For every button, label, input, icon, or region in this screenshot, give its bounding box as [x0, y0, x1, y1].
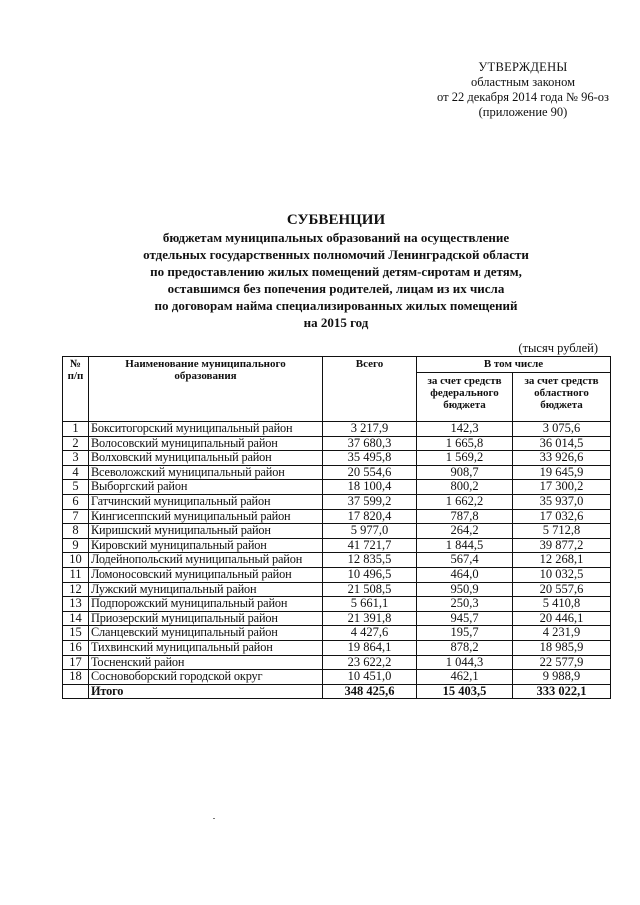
row-federal: 567,4: [417, 553, 513, 568]
units-note: (тысяч рублей): [518, 341, 598, 355]
row-federal: 800,2: [417, 480, 513, 495]
row-total: 37 680,3: [323, 436, 417, 451]
row-federal: 1 044,3: [417, 655, 513, 670]
row-federal: 908,7: [417, 465, 513, 480]
document-title: [80, 211, 592, 331]
approval-line-2: областным законом: [470, 75, 575, 89]
table-row: [63, 567, 611, 582]
table-row: [63, 597, 611, 612]
row-federal: 142,3: [417, 422, 513, 437]
row-municipality: Волосовский муниципальный район: [89, 436, 323, 451]
row-regional: 17 300,2: [513, 480, 611, 495]
row-regional: 35 937,0: [513, 494, 611, 509]
row-regional: 5 410,8: [513, 597, 611, 612]
row-federal: 1 844,5: [417, 538, 513, 553]
row-total: 3 217,9: [323, 422, 417, 437]
subventions-table: [62, 356, 611, 699]
total-regional: 333 022,1: [513, 684, 611, 699]
row-total: 10 451,0: [323, 670, 417, 685]
total-num-cell: [63, 684, 89, 699]
table-row: [63, 538, 611, 553]
table-header-row: [63, 357, 611, 373]
table-row: [63, 670, 611, 685]
table-row: [63, 524, 611, 539]
row-federal: 945,7: [417, 611, 513, 626]
row-regional: 36 014,5: [513, 436, 611, 451]
row-total: 5 661,1: [323, 597, 417, 612]
row-municipality: Всеволожский муниципальный район: [89, 465, 323, 480]
row-federal: 250,3: [417, 597, 513, 612]
row-number: 1: [63, 422, 89, 437]
table-row: [63, 465, 611, 480]
row-regional: 3 075,6: [513, 422, 611, 437]
row-federal: 1 569,2: [417, 451, 513, 466]
row-federal: 464,0: [417, 567, 513, 582]
row-regional: 18 985,9: [513, 640, 611, 655]
title-line: оставшимся без попечения родителей, лицам из их числа: [167, 281, 505, 296]
row-total: 21 391,8: [323, 611, 417, 626]
approval-line-3: от 22 декабря 2014 года № 96-оз: [437, 90, 609, 104]
row-total: 5 977,0: [323, 524, 417, 539]
row-number: 3: [63, 451, 89, 466]
row-total: 4 427,6: [323, 626, 417, 641]
total-federal: 15 403,5: [417, 684, 513, 699]
table-row: [63, 655, 611, 670]
row-total: 35 495,8: [323, 451, 417, 466]
row-municipality: Ломоносовский муниципальный район: [89, 567, 323, 582]
header-regional: за счет средств областного бюджета: [513, 373, 611, 422]
row-total: 10 496,5: [323, 567, 417, 582]
row-number: 7: [63, 509, 89, 524]
row-municipality: Кингисеппский муниципальный район: [89, 509, 323, 524]
row-number: 15: [63, 626, 89, 641]
row-number: 9: [63, 538, 89, 553]
table-row: [63, 480, 611, 495]
row-number: 13: [63, 597, 89, 612]
row-regional: 9 988,9: [513, 670, 611, 685]
row-regional: 5 712,8: [513, 524, 611, 539]
table-row: [63, 422, 611, 437]
table-total-row: [63, 684, 611, 699]
row-number: 14: [63, 611, 89, 626]
row-federal: 1 665,8: [417, 436, 513, 451]
row-municipality: Выборгский район: [89, 480, 323, 495]
row-municipality: Кировский муниципальный район: [89, 538, 323, 553]
row-federal: 264,2: [417, 524, 513, 539]
row-municipality: Подпорожский муниципальный район: [89, 597, 323, 612]
row-total: 23 622,2: [323, 655, 417, 670]
row-number: 4: [63, 465, 89, 480]
row-total: 18 100,4: [323, 480, 417, 495]
row-federal: 787,8: [417, 509, 513, 524]
header-total: Всего: [323, 357, 417, 422]
table-row: [63, 509, 611, 524]
scan-speck: [213, 818, 215, 819]
row-federal: 462,1: [417, 670, 513, 685]
row-number: 11: [63, 567, 89, 582]
row-regional: 33 926,6: [513, 451, 611, 466]
row-number: 6: [63, 494, 89, 509]
table-row: [63, 436, 611, 451]
title-heading: СУБВЕНЦИИ: [286, 212, 386, 228]
row-total: 20 554,6: [323, 465, 417, 480]
title-line: отдельных государственных полномочий Ленинградской области: [143, 247, 529, 262]
row-municipality: Тосненский район: [89, 655, 323, 670]
row-regional: 12 268,1: [513, 553, 611, 568]
row-regional: 4 231,9: [513, 626, 611, 641]
table-row: [63, 553, 611, 568]
table-row: [63, 451, 611, 466]
row-regional: 39 877,2: [513, 538, 611, 553]
row-regional: 17 032,6: [513, 509, 611, 524]
row-municipality: Волховский муниципальный район: [89, 451, 323, 466]
row-number: 12: [63, 582, 89, 597]
row-total: 19 864,1: [323, 640, 417, 655]
title-line: по договорам найма специализированных жилых помещений: [154, 298, 518, 313]
table-row: [63, 611, 611, 626]
row-federal: 195,7: [417, 626, 513, 641]
table-row: [63, 640, 611, 655]
table-body: [63, 422, 611, 699]
row-municipality: Бокситогорский муниципальный район: [89, 422, 323, 437]
row-number: 5: [63, 480, 89, 495]
row-municipality: Киришский муниципальный район: [89, 524, 323, 539]
row-number: 18: [63, 670, 89, 685]
row-federal: 878,2: [417, 640, 513, 655]
row-municipality: Лодейнопольский муниципальный район: [89, 553, 323, 568]
header-num: № п/п: [63, 357, 89, 422]
row-regional: 20 446,1: [513, 611, 611, 626]
row-number: 2: [63, 436, 89, 451]
title-line: бюджетам муниципальных образований на осуществление: [162, 230, 510, 245]
table-row: [63, 582, 611, 597]
row-regional: 19 645,9: [513, 465, 611, 480]
row-number: 10: [63, 553, 89, 568]
row-municipality: Тихвинский муниципальный район: [89, 640, 323, 655]
row-municipality: Лужский муниципальный район: [89, 582, 323, 597]
row-total: 41 721,7: [323, 538, 417, 553]
header-name: Наименование муниципального образования: [89, 357, 323, 422]
total-sum: 348 425,6: [323, 684, 417, 699]
row-municipality: Приозерский муниципальный район: [89, 611, 323, 626]
approval-line-1: УТВЕРЖДЕНЫ: [478, 60, 568, 74]
row-number: 16: [63, 640, 89, 655]
row-regional: 10 032,5: [513, 567, 611, 582]
header-including: В том числе: [417, 357, 611, 373]
row-number: 17: [63, 655, 89, 670]
approval-stamp: [418, 60, 628, 120]
row-municipality: Сосновоборский городской округ: [89, 670, 323, 685]
table-row: [63, 626, 611, 641]
row-number: 8: [63, 524, 89, 539]
row-federal: 1 662,2: [417, 494, 513, 509]
row-federal: 950,9: [417, 582, 513, 597]
row-total: 21 508,5: [323, 582, 417, 597]
title-line: на 2015 год: [303, 315, 369, 330]
row-regional: 22 577,9: [513, 655, 611, 670]
total-label: Итого: [89, 684, 323, 699]
title-line: по предоставлению жилых помещений детям-сиротам и детям,: [150, 264, 522, 279]
row-regional: 20 557,6: [513, 582, 611, 597]
row-municipality: Сланцевский муниципальный район: [89, 626, 323, 641]
table-row: [63, 494, 611, 509]
row-total: 17 820,4: [323, 509, 417, 524]
approval-line-4: (приложение 90): [478, 105, 568, 119]
row-total: 37 599,2: [323, 494, 417, 509]
row-municipality: Гатчинский муниципальный район: [89, 494, 323, 509]
header-federal: за счет средств федерального бюджета: [417, 373, 513, 422]
row-total: 12 835,5: [323, 553, 417, 568]
